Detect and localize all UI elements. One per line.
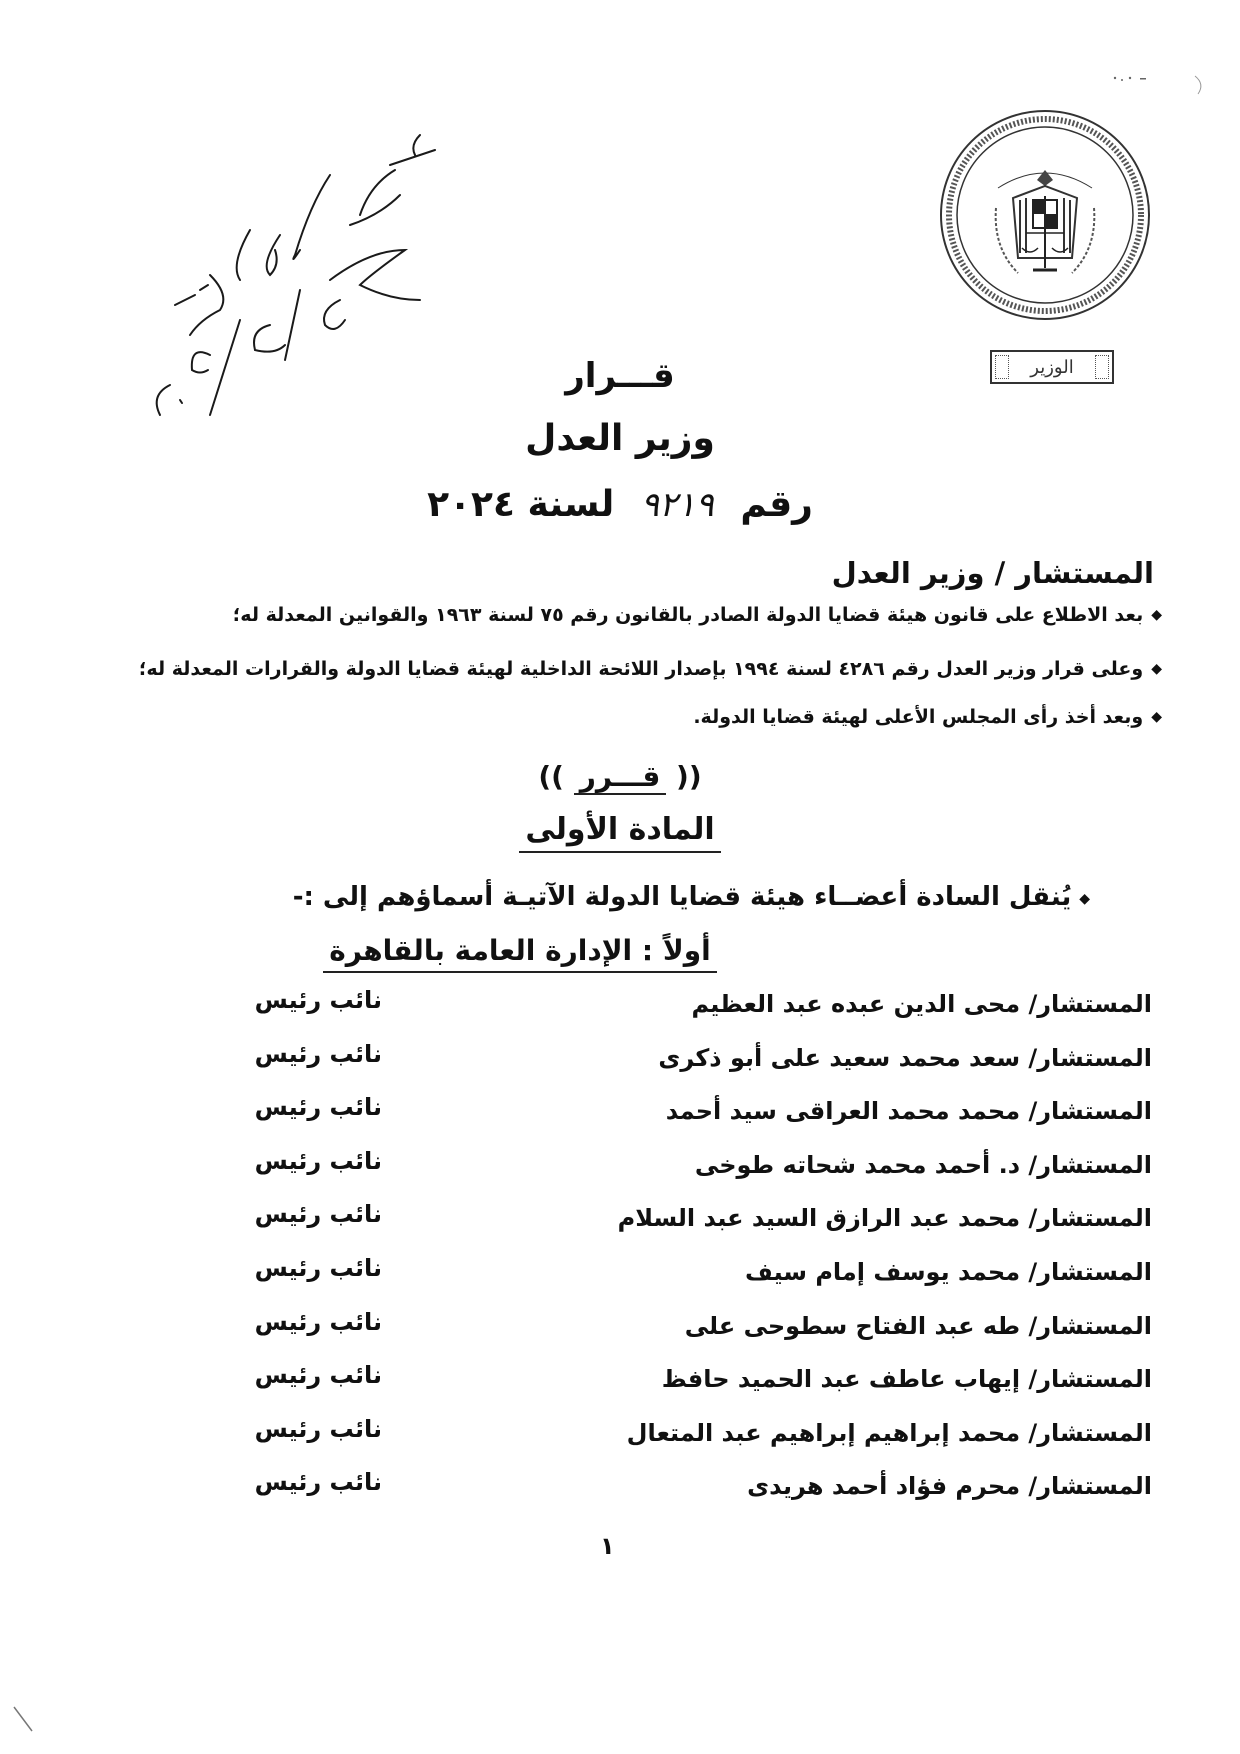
decree-issuer: وزير العدل (525, 418, 715, 459)
member-name: المستشار/ محى الدين عبده عبد العظيم (691, 990, 1152, 1018)
member-role: نائب رئيس (254, 1093, 382, 1121)
decision-word: قـــرر (574, 760, 667, 795)
page-number: ١ (600, 1532, 615, 1560)
member-name: المستشار/ محمد إبراهيم إبراهيم عبد المتعال (626, 1419, 1152, 1447)
member-name: المستشار/ سعد محمد سعيد على أبو ذكرى (658, 1044, 1152, 1072)
member-name: المستشار/ طه عبد الفتاح سطوحى على (684, 1312, 1152, 1340)
decision-heading (0, 760, 1240, 793)
decree-year: لسنة ٢٠٢٤ (427, 484, 615, 525)
decree-title: قـــرار (565, 356, 675, 396)
preamble-item (22, 658, 1162, 680)
member-role: نائب رئيس (254, 1468, 382, 1496)
section-ordinal: أولاً (662, 934, 711, 967)
member-name: المستشار/ محرم فؤاد أحمد هريدى (747, 1472, 1152, 1500)
preamble-text: وعلى قرار وزير العدل رقم ٤٢٨٦ لسنة ١٩٩٤ بإصدار اللائحة الداخلية لهيئة قضايا الدولة والقرارات المعدلة له؛ (138, 658, 1144, 680)
bracket-close: )) (538, 760, 564, 793)
section-name: الإدارة العامة بالقاهرة (329, 934, 633, 967)
transfer-text: يُنقل السادة أعضــاء هيئة قضايا الدولة الآتيـة أسماؤهم إلى :- (292, 882, 1072, 912)
decree-number-line (0, 484, 1240, 525)
addressee: المستشار / وزير العدل (831, 556, 1154, 590)
bracket-open: (( (676, 760, 702, 793)
preamble-item (22, 604, 1162, 626)
diamond-bullet-icon: ◆ (1151, 607, 1162, 623)
preamble-text: بعد الاطلاع على قانون هيئة قضايا الدولة الصادر بالقانون رقم ٧٥ لسنة ١٩٦٣ والقوانين المعدلة له؛ (232, 604, 1144, 626)
member-name: المستشار/ محمد يوسف إمام سيف (744, 1258, 1152, 1286)
preamble-text: وبعد أخذ رأى المجلس الأعلى لهيئة قضايا الدولة. (693, 706, 1144, 728)
preamble-item (22, 706, 1162, 728)
ministry-seal-icon (938, 108, 1152, 322)
article-title-text: المادة الأولى (519, 812, 720, 853)
scan-speck-marks (1110, 70, 1220, 100)
member-role: نائب رئيس (254, 1254, 382, 1282)
seal-caption-text: الوزير (1030, 356, 1074, 378)
member-name: المستشار/ محمد عبد الرازق السيد عبد السلام (617, 1204, 1152, 1232)
member-role: نائب رئيس (254, 986, 382, 1014)
section-heading (0, 934, 1240, 967)
member-role: نائب رئيس (254, 1147, 382, 1175)
member-name: المستشار/ إيهاب عاطف عبد الحميد حافظ (661, 1365, 1152, 1393)
diamond-bullet-icon: ◆ (1151, 709, 1162, 725)
number-prefix: رقم (740, 484, 813, 525)
transfer-statement (293, 882, 1090, 912)
section-separator: : (641, 934, 654, 967)
decree-number-handwritten: ٩٢١٩ (640, 485, 714, 525)
member-role: نائب رئيس (254, 1200, 382, 1228)
member-name: المستشار/ د. أحمد محمد شحاته طوخى (694, 1151, 1152, 1179)
article-title (0, 812, 1240, 847)
member-role: نائب رئيس (254, 1415, 382, 1443)
diamond-bullet-icon: ◆ (1151, 661, 1162, 677)
member-role: نائب رئيس (254, 1361, 382, 1389)
member-role: نائب رئيس (254, 1040, 382, 1068)
scan-edge-mark (10, 1705, 40, 1735)
member-name: المستشار/ محمد محمد العراقى سيد أحمد (665, 1097, 1152, 1125)
diamond-bullet-icon: ◆ (1079, 891, 1090, 907)
member-role: نائب رئيس (254, 1308, 382, 1336)
